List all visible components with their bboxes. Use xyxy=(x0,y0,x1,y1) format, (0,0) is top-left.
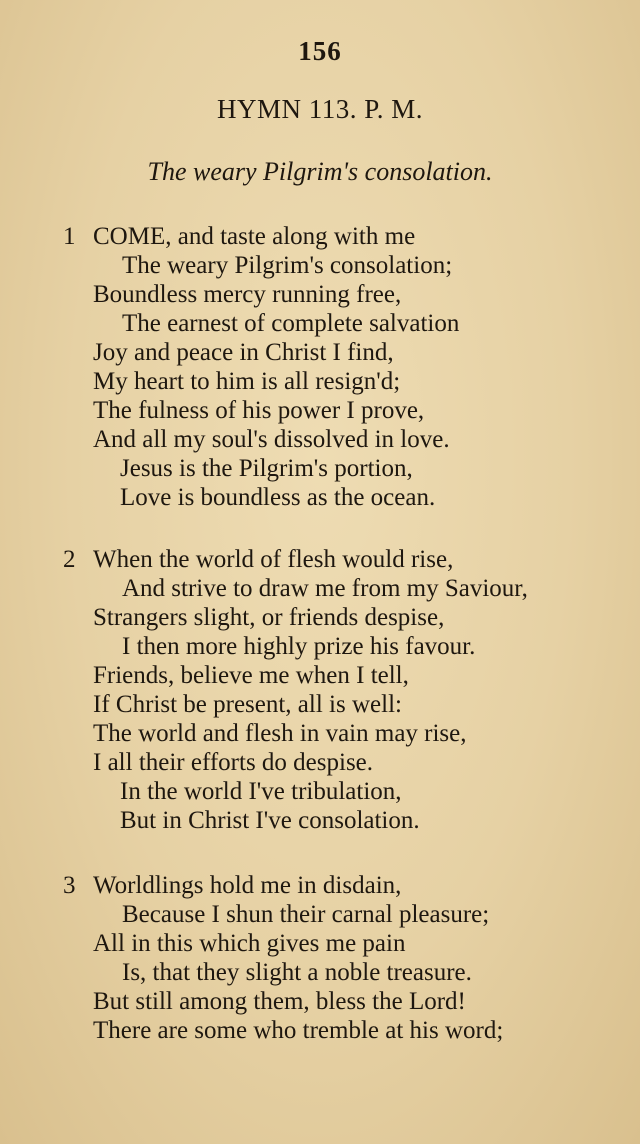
verse-line: My heart to him is all resign'd; xyxy=(93,368,401,395)
verse-line: There are some who tremble at his word; xyxy=(93,1017,504,1044)
verse-number: 2 xyxy=(63,546,76,573)
verse-line: Friends, believe me when I tell, xyxy=(93,662,409,689)
verse-line: Boundless mercy running free, xyxy=(93,281,402,308)
verse-number: 3 xyxy=(63,872,76,899)
verse-line: Because I shun their carnal pleasure; xyxy=(122,901,490,928)
verse-line: But still among them, bless the Lord! xyxy=(93,988,466,1015)
verse-line: If Christ be present, all is well: xyxy=(93,691,402,718)
verse-number: 1 xyxy=(63,223,76,250)
verse-line: Strangers slight, or friends despise, xyxy=(93,604,445,631)
verse-line: All in this which gives me pain xyxy=(93,930,406,957)
verse-line: The earnest of complete salvation xyxy=(122,310,460,337)
verse-line: And strive to draw me from my Saviour, xyxy=(122,575,528,602)
verse-line: But in Christ I've consolation. xyxy=(120,807,420,834)
verse-line: Love is boundless as the ocean. xyxy=(120,484,436,511)
verse-line: The fulness of his power I prove, xyxy=(93,397,425,424)
page-number: 156 xyxy=(298,36,342,66)
hymn-subtitle: The weary Pilgrim's consolation. xyxy=(147,157,493,186)
verse-line: In the world I've tribulation, xyxy=(120,778,402,805)
verse-line: The world and flesh in vain may rise, xyxy=(93,720,467,747)
verse-line: The weary Pilgrim's consolation; xyxy=(122,252,453,279)
verse-line: I then more highly prize his favour. xyxy=(122,633,476,660)
verse-line: And all my soul's dissolved in love. xyxy=(93,426,450,453)
verse-line: Is, that they slight a noble treasure. xyxy=(122,959,472,986)
verse-line: Jesus is the Pilgrim's portion, xyxy=(120,455,413,482)
verse-line: I all their efforts do despise. xyxy=(93,749,374,776)
hymn-title: HYMN 113. P. M. xyxy=(216,94,424,124)
verse-line: Joy and peace in Christ I find, xyxy=(93,339,394,366)
verse-line: COME, and taste along with me xyxy=(93,223,416,250)
verse-line: Worldlings hold me in disdain, xyxy=(93,872,402,899)
verse-line: When the world of flesh would rise, xyxy=(93,546,454,573)
